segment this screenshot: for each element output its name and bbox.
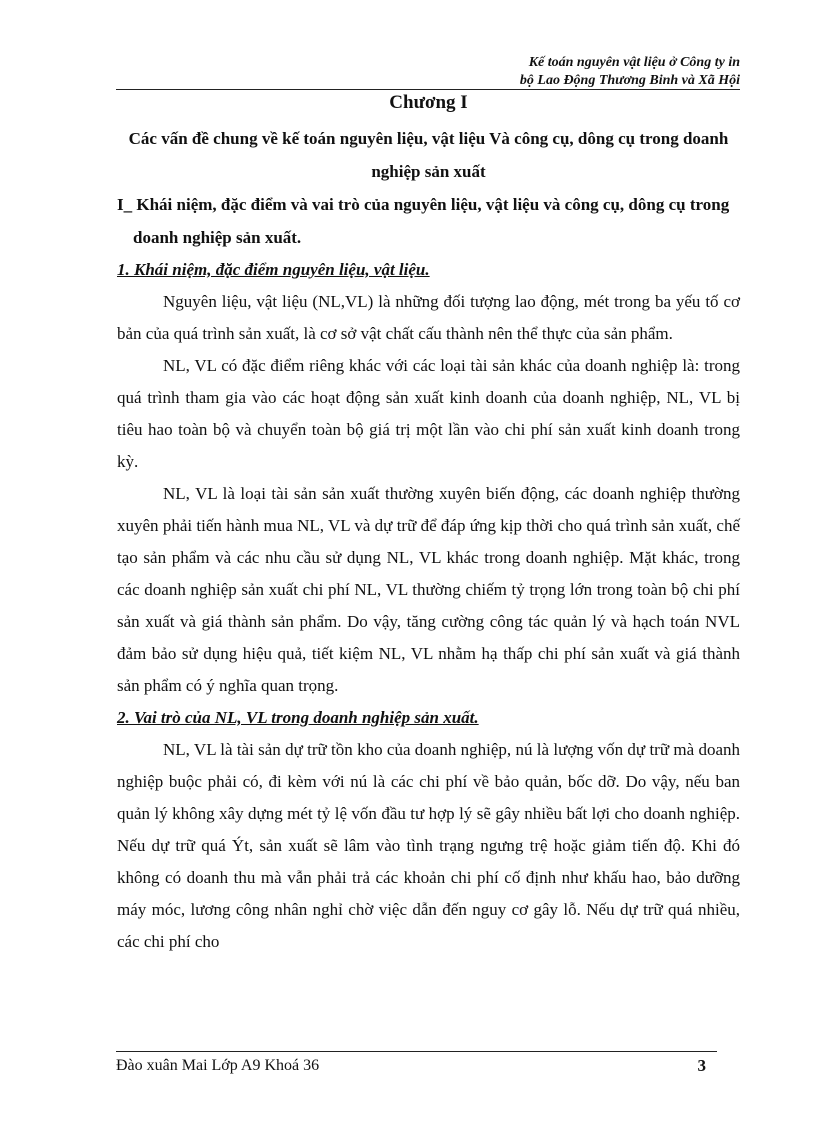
section-heading: I_ Khái niệm, đặc điểm và vai trò của nguyên liệu, vật liệu và công cụ, dông cụ trong doanh nghiệp sản xuất. (117, 195, 730, 247)
paragraph: NL, VL có đặc điểm riêng khác với các loại tài sản khác của doanh nghiệp là: trong quá trình tham gia vào các hoạt động sản xuất kinh doanh của doanh nghiệp, NL, VL bị tiêu hao toàn bộ và chuyển toàn bộ giá trị một lần vào chi phí sản xuất kinh doanh trong kỳ. (117, 356, 740, 471)
page-body (117, 88, 740, 958)
subsection-heading-2: 2. Vai trò của NL, VL trong doanh nghiệp sản xuất. (117, 708, 479, 727)
page-number: 3 (697, 1056, 706, 1075)
footer-author: Đào xuân Mai Lớp A9 Khoá 36 (116, 1057, 320, 1074)
subsection-heading-1: 1. Khái niệm, đặc điểm nguyên liệu, vật liệu. (117, 260, 430, 279)
footer-divider (116, 1051, 717, 1052)
header-line-1: Kế toán nguyên vật liệu ở Công ty in (528, 55, 740, 70)
paragraph: NL, VL là loại tài sản sản xuất thường xuyên biến động, các doanh nghiệp thường xuyên phải tiến hành mua NL, VL và dự trữ để đáp ứng kịp thời cho quá trình sản xuất, chế tạo sản phẩm và các nhu cầu sử dụng NL, VL khác trong doanh nghiệp. Mặt khác, trong các doanh nghiệp sản xuất chi phí NL, VL thường chiếm tỷ trọng lớn trong toàn bộ chi phí sản xuất và giá thành sản phẩm. Do vậy, tăng cường công tác quản lý và hạch toán NVL đảm bảo sử dụng hiệu quả, tiết kiệm NL, VL nhằm hạ thấp chi phí sản xuất và giá thành sản phẩm có ý nghĩa quan trọng. (117, 484, 740, 695)
paragraph: Nguyên liệu, vật liệu (NL,VL) là những đối tượng lao động, mét trong ba yếu tố cơ bản của quá trình sản xuất, là cơ sở vật chất cấu thành nên thể thực của sản phẩm. (117, 292, 740, 343)
header-line-2: bộ Lao Động Thương Binh và Xã Hội (519, 73, 740, 88)
chapter-label: Chương I (389, 92, 468, 113)
paragraph: NL, VL là tài sản dự trữ tồn kho của doanh nghiệp, nú là lượng vốn dự trữ mà doanh nghiệp buộc phải có, đi kèm với nú là các chi phí về bảo quản, bốc dỡ. Do vậy, nếu ban quản lý không xây dựng mét tỷ lệ vốn đầu tư hợp lý sẽ gây nhiều bất lợi cho doanh nghiệp. Nếu dự trữ quá Ýt, sản xuất sẽ lâm vào tình trạng ngưng trệ hoặc giảm tiến độ. Khi đó không có doanh thu mà vẫn phải trả các khoản chi phí cố định như khấu hao, bảo dưỡng máy móc, lương công nhân nghỉ chờ việc dẫn đến nguy cơ gây lỗ. Nếu dự trữ quá nhiều, các chi phí cho (117, 740, 740, 951)
chapter-title: Các vấn đề chung về kế toán nguyên liệu, vật liệu Và công cụ, dông cụ trong doanh nghiệp sản xuất (128, 129, 729, 181)
running-header (0, 54, 740, 90)
